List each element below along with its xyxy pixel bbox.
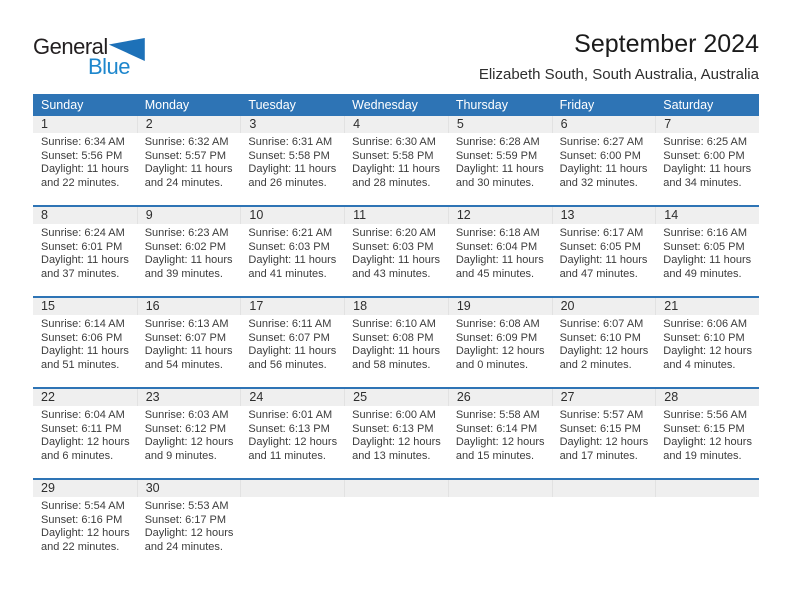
daylight-label: Daylight:	[455, 345, 499, 358]
daylight-label: Daylight:	[559, 254, 603, 267]
sunset-label: Sunset:	[455, 240, 494, 253]
day-cell	[552, 133, 656, 205]
daylight-label: Daylight:	[41, 163, 84, 176]
day-details-row	[33, 497, 759, 569]
day-number: 20	[552, 298, 656, 315]
day-cell	[344, 224, 448, 296]
day-number: 2	[137, 116, 241, 133]
sunrise-value: 6:20 AM	[395, 226, 436, 239]
day-details-row	[33, 315, 759, 387]
sunset-value: 6:15 PM	[703, 422, 745, 435]
daylight-label: Daylight:	[559, 163, 603, 176]
sunset-label: Sunset:	[144, 513, 183, 526]
day-cell	[137, 406, 241, 478]
daylight-label: Daylight:	[41, 345, 84, 358]
day-number: 30	[137, 480, 241, 497]
day-cell	[655, 224, 759, 296]
sunrise-label: Sunrise:	[41, 317, 82, 330]
daylight-label: Daylight:	[144, 163, 188, 176]
sunset-label: Sunset:	[248, 149, 286, 162]
sunset-value: 6:05 PM	[703, 240, 745, 253]
sunrise-value: 6:28 AM	[499, 135, 540, 148]
sunrise-label: Sunrise:	[663, 408, 704, 421]
sunrise-value: 6:11 AM	[291, 317, 332, 330]
day-number-empty	[448, 480, 552, 497]
day-details-row	[33, 133, 759, 205]
daylight-value: 11 hours and 43 minutes.	[352, 254, 440, 281]
day-cell	[655, 315, 759, 387]
daylight-value: 12 hours and 4 minutes.	[663, 345, 752, 372]
day-number-band	[33, 480, 759, 497]
daylight-value: 12 hours and 17 minutes.	[559, 436, 649, 463]
sunrise-label: Sunrise:	[559, 135, 600, 148]
daylight-label: Daylight:	[144, 254, 188, 267]
sunrise-value: 5:53 AM	[188, 499, 229, 512]
week-row	[33, 116, 759, 205]
day-number: 25	[344, 389, 448, 406]
daylight-label: Daylight:	[455, 254, 499, 267]
sunset-label: Sunset:	[41, 513, 79, 526]
calendar-body	[33, 116, 759, 569]
day-number: 15	[41, 298, 55, 313]
sunrise-value: 5:54 AM	[84, 499, 125, 512]
sunrise-label: Sunrise:	[352, 226, 393, 239]
daylight-label: Daylight:	[144, 436, 188, 449]
sunrise-value: 6:16 AM	[706, 226, 748, 239]
sunset-label: Sunset:	[559, 422, 597, 435]
weekday-label-saturday: Saturday	[663, 97, 714, 112]
sunset-value: 6:05 PM	[599, 240, 641, 253]
day-number: 19	[448, 298, 552, 315]
day-number: 27	[552, 389, 656, 406]
weekday-label-thursday: Thursday	[455, 97, 508, 112]
sunset-value: 6:00 PM	[599, 149, 641, 162]
day-details-row	[33, 224, 759, 296]
day-number: 12	[448, 207, 552, 224]
day-cell	[33, 315, 137, 387]
sunrise-value: 6:23 AM	[188, 226, 229, 239]
sunrise-label: Sunrise:	[352, 317, 393, 330]
sunrise-label: Sunrise:	[663, 135, 704, 148]
daylight-label: Daylight:	[248, 254, 292, 267]
day-cell-empty	[552, 497, 656, 569]
day-number: 14	[655, 207, 759, 224]
sunrise-value: 6:06 AM	[706, 317, 748, 330]
daylight-label: Daylight:	[41, 527, 84, 540]
sunrise-value: 6:27 AM	[602, 135, 644, 148]
sunrise-label: Sunrise:	[144, 408, 186, 421]
sunset-label: Sunset:	[144, 240, 183, 253]
sunset-value: 6:04 PM	[496, 240, 538, 253]
day-cell	[655, 133, 759, 205]
sunset-value: 5:56 PM	[81, 149, 123, 162]
daylight-value: 11 hours and 39 minutes.	[144, 254, 233, 281]
sunset-value: 6:03 PM	[392, 240, 434, 253]
daylight-value: 11 hours and 37 minutes.	[41, 254, 129, 281]
sunset-value: 6:16 PM	[81, 513, 123, 526]
day-number: 28	[655, 389, 759, 406]
weekday-label-tuesday: Tuesday	[248, 97, 296, 112]
day-number-band	[33, 207, 759, 224]
sunrise-value: 6:18 AM	[499, 226, 540, 239]
sunset-value: 6:00 PM	[703, 149, 745, 162]
day-number: 26	[448, 389, 552, 406]
sunset-label: Sunset:	[41, 422, 79, 435]
daylight-value: 11 hours and 22 minutes.	[41, 163, 129, 190]
day-number: 18	[344, 298, 448, 315]
daylight-value: 12 hours and 24 minutes.	[144, 527, 234, 554]
daylight-label: Daylight:	[248, 436, 292, 449]
daylight-label: Daylight:	[144, 345, 188, 358]
day-cell	[33, 224, 137, 296]
daylight-value: 11 hours and 26 minutes.	[248, 163, 337, 190]
daylight-value: 12 hours and 2 minutes.	[559, 345, 649, 372]
sunset-label: Sunset:	[248, 331, 286, 344]
daylight-value: 12 hours and 13 minutes.	[352, 436, 441, 463]
day-cell	[137, 224, 241, 296]
sunrise-label: Sunrise:	[455, 226, 497, 239]
sunrise-value: 6:00 AM	[395, 408, 436, 421]
day-cell	[448, 224, 552, 296]
location-subtitle: Elizabeth South, South Australia, Australia	[478, 65, 759, 83]
daylight-value: 12 hours and 19 minutes.	[663, 436, 752, 463]
day-cell	[33, 497, 137, 569]
sunrise-value: 5:58 AM	[499, 408, 540, 421]
daylight-label: Daylight:	[41, 436, 84, 449]
sunset-value: 5:57 PM	[185, 149, 227, 162]
sunrise-label: Sunrise:	[144, 499, 186, 512]
day-cell	[344, 133, 448, 205]
day-cell	[33, 406, 137, 478]
daylight-label: Daylight:	[663, 436, 707, 449]
sunrise-label: Sunrise:	[352, 135, 393, 148]
sunset-label: Sunset:	[41, 240, 79, 253]
week-row	[33, 387, 759, 478]
daylight-label: Daylight:	[559, 345, 603, 358]
weekday-label-monday: Monday	[144, 97, 190, 112]
day-number: 16	[137, 298, 241, 315]
sunset-value: 6:10 PM	[599, 331, 641, 344]
sunrise-label: Sunrise:	[455, 408, 497, 421]
daylight-label: Daylight:	[663, 163, 707, 176]
daylight-label: Daylight:	[352, 436, 395, 449]
weekday-label-friday: Friday	[559, 97, 595, 112]
day-details-row	[33, 406, 759, 478]
sunrise-value: 6:04 AM	[84, 408, 125, 421]
sunrise-label: Sunrise:	[248, 408, 289, 421]
sunset-label: Sunset:	[663, 422, 701, 435]
daylight-label: Daylight:	[41, 254, 84, 267]
sunrise-value: 6:03 AM	[188, 408, 229, 421]
day-cell	[137, 497, 241, 569]
sunset-label: Sunset:	[144, 149, 183, 162]
day-number: 13	[552, 207, 656, 224]
day-number: 9	[137, 207, 241, 224]
day-number-empty	[240, 480, 344, 497]
day-cell	[552, 406, 656, 478]
sunset-label: Sunset:	[663, 240, 701, 253]
day-number-band	[33, 116, 759, 133]
title-block	[479, 30, 759, 83]
daylight-value: 12 hours and 11 minutes.	[248, 436, 338, 463]
sunrise-value: 6:08 AM	[499, 317, 540, 330]
sunset-label: Sunset:	[352, 149, 390, 162]
daylight-label: Daylight:	[352, 163, 395, 176]
page-header	[33, 30, 759, 83]
sunrise-label: Sunrise:	[248, 317, 289, 330]
daylight-label: Daylight:	[455, 163, 499, 176]
daylight-value: 11 hours and 51 minutes.	[41, 345, 129, 372]
daylight-label: Daylight:	[663, 345, 707, 358]
sunrise-label: Sunrise:	[352, 408, 393, 421]
sunrise-label: Sunrise:	[455, 135, 497, 148]
day-number: 24	[240, 389, 344, 406]
daylight-value: 12 hours and 6 minutes.	[41, 436, 130, 463]
daylight-value: 11 hours and 30 minutes.	[455, 163, 544, 190]
sunset-value: 5:59 PM	[496, 149, 538, 162]
sunrise-label: Sunrise:	[248, 135, 289, 148]
daylight-value: 11 hours and 32 minutes.	[559, 163, 648, 190]
sunset-label: Sunset:	[144, 422, 183, 435]
day-number: 29	[41, 480, 55, 495]
daylight-value: 11 hours and 49 minutes.	[663, 254, 752, 281]
sunset-value: 6:15 PM	[599, 422, 641, 435]
sunrise-label: Sunrise:	[663, 226, 704, 239]
sunrise-label: Sunrise:	[559, 408, 600, 421]
sunrise-value: 6:14 AM	[84, 317, 125, 330]
day-cell	[240, 224, 344, 296]
day-cell	[344, 315, 448, 387]
sunrise-label: Sunrise:	[41, 135, 82, 148]
day-cell	[240, 406, 344, 478]
day-cell	[448, 315, 552, 387]
day-number: 7	[655, 116, 759, 133]
sunset-value: 6:02 PM	[185, 240, 227, 253]
sunrise-value: 5:57 AM	[602, 408, 644, 421]
day-cell	[137, 133, 241, 205]
sunset-value: 6:09 PM	[496, 331, 538, 344]
sunset-label: Sunset:	[352, 422, 390, 435]
sunrise-label: Sunrise:	[144, 226, 186, 239]
sunset-value: 6:07 PM	[288, 331, 330, 344]
sunrise-value: 6:30 AM	[395, 135, 436, 148]
sunrise-label: Sunrise:	[41, 499, 82, 512]
daylight-label: Daylight:	[248, 163, 292, 176]
sunset-label: Sunset:	[455, 422, 494, 435]
logo-text-general: General	[33, 34, 108, 59]
day-cell-empty	[655, 497, 759, 569]
daylight-label: Daylight:	[663, 254, 707, 267]
day-cell	[448, 406, 552, 478]
day-number: 4	[344, 116, 448, 133]
day-number: 11	[344, 207, 448, 224]
daylight-value: 11 hours and 54 minutes.	[144, 345, 233, 372]
sunset-value: 5:58 PM	[392, 149, 434, 162]
daylight-label: Daylight:	[559, 436, 603, 449]
sunset-label: Sunset:	[352, 331, 390, 344]
day-number-empty	[344, 480, 448, 497]
day-cell	[552, 224, 656, 296]
daylight-value: 11 hours and 34 minutes.	[663, 163, 752, 190]
sunrise-label: Sunrise:	[559, 317, 600, 330]
day-cell-empty	[448, 497, 552, 569]
sunrise-label: Sunrise:	[41, 408, 82, 421]
sunset-value: 6:03 PM	[288, 240, 330, 253]
daylight-value: 12 hours and 0 minutes.	[455, 345, 545, 372]
weekday-label-sunday: Sunday	[41, 97, 84, 112]
sunset-value: 6:12 PM	[185, 422, 227, 435]
day-number-empty	[655, 480, 759, 497]
day-number: 21	[655, 298, 759, 315]
daylight-value: 11 hours and 41 minutes.	[248, 254, 337, 281]
sunset-label: Sunset:	[41, 331, 79, 344]
day-number: 1	[41, 116, 48, 131]
sunrise-label: Sunrise:	[455, 317, 497, 330]
daylight-value: 11 hours and 58 minutes.	[352, 345, 440, 372]
sunset-value: 5:58 PM	[288, 149, 330, 162]
sunset-label: Sunset:	[559, 240, 597, 253]
week-row	[33, 478, 759, 569]
sunrise-label: Sunrise:	[144, 135, 186, 148]
sunset-label: Sunset:	[41, 149, 79, 162]
day-cell	[33, 133, 137, 205]
sunset-label: Sunset:	[352, 240, 390, 253]
sunset-value: 6:01 PM	[81, 240, 123, 253]
day-cell	[655, 406, 759, 478]
daylight-value: 11 hours and 24 minutes.	[144, 163, 233, 190]
daylight-value: 12 hours and 9 minutes.	[144, 436, 234, 463]
sunset-label: Sunset:	[455, 331, 494, 344]
daylight-label: Daylight:	[144, 527, 188, 540]
day-number: 10	[240, 207, 344, 224]
day-cell	[240, 315, 344, 387]
day-number: 17	[240, 298, 344, 315]
sunset-label: Sunset:	[248, 422, 286, 435]
day-number: 5	[448, 116, 552, 133]
sunset-label: Sunset:	[144, 331, 183, 344]
sunset-label: Sunset:	[248, 240, 286, 253]
day-number: 22	[41, 389, 55, 404]
day-number: 6	[552, 116, 656, 133]
sunrise-label: Sunrise:	[559, 226, 600, 239]
sunset-value: 6:17 PM	[185, 513, 227, 526]
daylight-value: 11 hours and 47 minutes.	[559, 254, 648, 281]
day-cell-empty	[240, 497, 344, 569]
day-number: 8	[41, 207, 48, 222]
day-cell	[448, 133, 552, 205]
sunset-label: Sunset:	[663, 149, 701, 162]
daylight-value: 11 hours and 45 minutes.	[455, 254, 544, 281]
sunrise-value: 6:34 AM	[84, 135, 125, 148]
sunrise-value: 5:56 AM	[706, 408, 748, 421]
sunset-value: 6:06 PM	[81, 331, 123, 344]
day-cell	[552, 315, 656, 387]
calendar-page	[33, 0, 759, 569]
day-cell	[137, 315, 241, 387]
daylight-value: 12 hours and 22 minutes.	[41, 527, 130, 554]
day-number-band	[33, 298, 759, 315]
sunset-value: 6:14 PM	[496, 422, 538, 435]
page-title: September 2024	[574, 30, 759, 58]
sunrise-value: 6:31 AM	[291, 135, 333, 148]
sunset-label: Sunset:	[559, 331, 597, 344]
sunrise-value: 6:24 AM	[84, 226, 125, 239]
day-number-empty	[552, 480, 656, 497]
weekday-label-wednesday: Wednesday	[352, 97, 418, 112]
sunrise-label: Sunrise:	[144, 317, 186, 330]
sunrise-value: 6:25 AM	[706, 135, 748, 148]
sunrise-value: 6:07 AM	[602, 317, 644, 330]
day-number: 3	[240, 116, 344, 133]
sunrise-value: 6:01 AM	[291, 408, 333, 421]
sunset-label: Sunset:	[663, 331, 701, 344]
day-cell	[240, 133, 344, 205]
sunrise-value: 6:10 AM	[395, 317, 436, 330]
daylight-value: 11 hours and 28 minutes.	[352, 163, 440, 190]
sunrise-label: Sunrise:	[663, 317, 704, 330]
daylight-value: 12 hours and 15 minutes.	[455, 436, 545, 463]
day-number-band	[33, 389, 759, 406]
daylight-label: Daylight:	[352, 345, 395, 358]
daylight-label: Daylight:	[352, 254, 395, 267]
logo-text-blue: Blue	[88, 54, 131, 79]
sunset-label: Sunset:	[455, 149, 494, 162]
day-number: 23	[137, 389, 241, 406]
week-row	[33, 296, 759, 387]
sunset-value: 6:13 PM	[288, 422, 330, 435]
sunrise-value: 6:17 AM	[602, 226, 644, 239]
sunrise-value: 6:13 AM	[188, 317, 229, 330]
sunset-value: 6:10 PM	[703, 331, 745, 344]
sunrise-value: 6:32 AM	[188, 135, 229, 148]
sunrise-value: 6:21 AM	[291, 226, 333, 239]
sunset-value: 6:08 PM	[392, 331, 434, 344]
sunset-value: 6:11 PM	[81, 422, 122, 435]
sunset-label: Sunset:	[559, 149, 597, 162]
sunset-value: 6:13 PM	[392, 422, 434, 435]
day-cell	[344, 406, 448, 478]
weekday-header	[33, 94, 759, 116]
sunset-value: 6:07 PM	[185, 331, 227, 344]
sunrise-label: Sunrise:	[41, 226, 82, 239]
daylight-value: 11 hours and 56 minutes.	[248, 345, 337, 372]
general-blue-logo	[33, 30, 145, 78]
day-cell-empty	[344, 497, 448, 569]
week-row	[33, 205, 759, 296]
sunrise-label: Sunrise:	[248, 226, 289, 239]
daylight-label: Daylight:	[248, 345, 292, 358]
daylight-label: Daylight:	[455, 436, 499, 449]
